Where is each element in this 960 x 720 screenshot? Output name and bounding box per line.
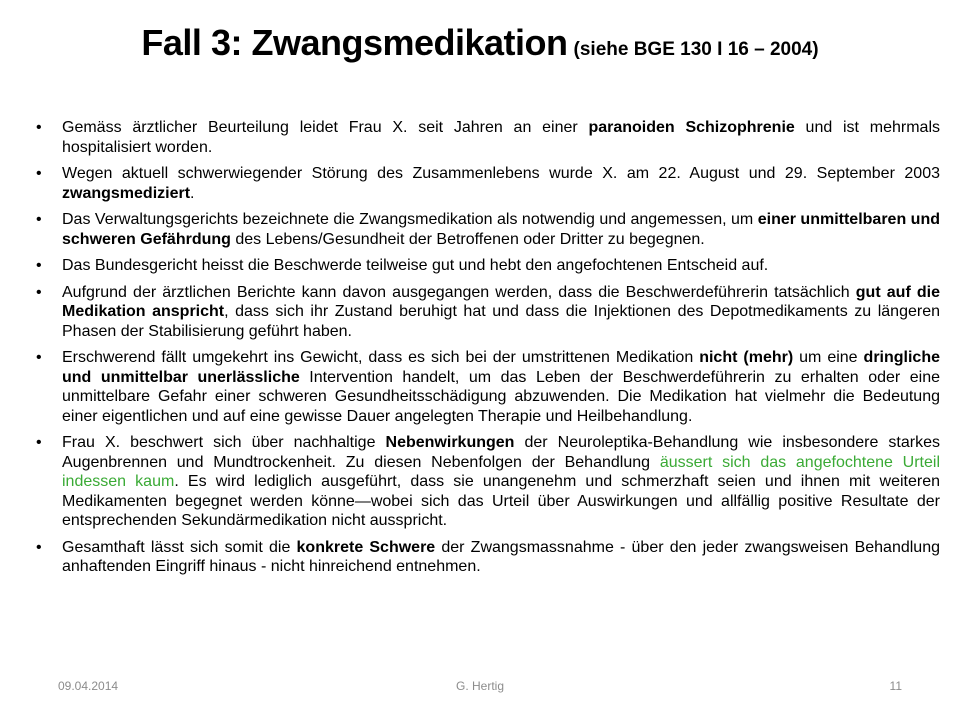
bullet-item xyxy=(36,283,940,342)
bullet-text: Wegen aktuell schwerwiegender Störung des Zusammenlebens wurde X. am 22. August und 29. September 2003 xyxy=(62,165,940,182)
bullet-text: und ist mehrmals hospitalisiert worden. xyxy=(62,119,940,156)
bullet-emphasis: dringliche und unmittelbar unerlässliche xyxy=(62,349,940,386)
bullet-text: der Neuroleptika-Behandlung wie insbesondere starkes Augenbrennen und Mundtrockenheit. Zu diesen Nebenfolgen der Behandlung xyxy=(62,434,940,471)
bullet-text: des Lebens/Gesundheit der Betroffenen oder Dritter zu begegnen. xyxy=(230,230,705,248)
bullet-list xyxy=(36,118,940,584)
bullet-item xyxy=(36,433,940,531)
bullet-text: , dass sich ihr Zustand beruhigt hat und dass die Injektionen des Depotmedikaments zu längeren Phasen der Stabilisierung geführt haben. xyxy=(62,303,940,340)
bullet-emphasis: nicht (mehr) xyxy=(699,349,794,366)
bullet-text: . xyxy=(190,184,195,202)
title-subtitle: (siehe BGE 130 I 16 – 2004) xyxy=(573,39,819,60)
bullet-emphasis: konkrete Schwere xyxy=(296,538,436,556)
bullet-item xyxy=(36,348,940,426)
bullet-text: Frau X. beschwert sich über nachhaltige xyxy=(62,434,386,451)
bullet-text: Erschwerend fällt umgekehrt ins Gewicht, dass es sich bei der umstrittenen Medikation xyxy=(62,349,700,366)
footer-author: G. Hertig xyxy=(455,679,504,693)
bullet-text: . Es wird lediglich ausgeführt, dass sie unangenehm und schmerzhaft seien und ihnen mit weiteren Medikamenten begegnet werden könne—wobei sich das Urteil über Auswirkungen und allfällig positive Resultate der entsprechenden Sekundärmedikation nicht ausspricht. xyxy=(62,473,940,529)
bullet-item xyxy=(36,256,940,276)
footer-page-number: 11 xyxy=(889,679,902,693)
bullet-text: Gemäss ärztlicher Beurteilung leidet Frau X. seit Jahren an einer xyxy=(62,119,589,136)
bullet-text: der Zwangsmassnahme - über den jeder zwangsweisen Behandlung anhaftenden Eingriff hinaus - nicht hinreichend entnehmen. xyxy=(62,538,941,575)
bullet-highlight: äussert sich das angefochtene Urteil indessen kaum xyxy=(62,453,941,490)
bullet-emphasis: paranoiden Schizophrenie xyxy=(588,119,795,136)
bullet-emphasis: einer unmittelbaren und schweren Gefährdung xyxy=(62,211,940,248)
bullet-text: Gesamthaft lässt sich somit die xyxy=(62,538,297,556)
bullet-emphasis: zwangsmediziert xyxy=(62,184,191,202)
title-main: Fall 3: Zwangsmedikation xyxy=(141,22,568,63)
slide-title xyxy=(0,22,960,64)
bullet-text: Intervention handelt, um das Leben der Beschwerdeführerin zu erhalten oder eine unmittelbare Gefahr einer schweren Gesundheitsschädigung abzuwenden. Die Medikation hat vielmehr die Bedeutung einer eigentlichen und auf eine gewisse Dauer angelegten Therapie und Heilbehandlung. xyxy=(62,368,940,425)
bullet-emphasis: Nebenwirkungen xyxy=(385,434,515,451)
footer-date: 09.04.2014 xyxy=(58,679,119,693)
bullet-emphasis: gut auf die Medikation anspricht xyxy=(62,283,940,320)
bullet-text: Das Bundesgericht heisst die Beschwerde teilweise gut und hebt den angefochtenen Entscheid auf. xyxy=(62,257,769,274)
bullet-item xyxy=(36,118,940,157)
bullet-item xyxy=(36,210,940,249)
bullet-item xyxy=(36,164,940,203)
bullet-text: Das Verwaltungsgerichts bezeichnete die Zwangsmedikation als notwendig und angemessen, um xyxy=(62,211,758,228)
bullet-item xyxy=(36,538,940,577)
bullet-text: Aufgrund der ärztlichen Berichte kann davon ausgegangen werden, dass die Beschwerdeführerin tatsächlich xyxy=(62,283,856,301)
bullet-text: um eine xyxy=(793,349,864,366)
